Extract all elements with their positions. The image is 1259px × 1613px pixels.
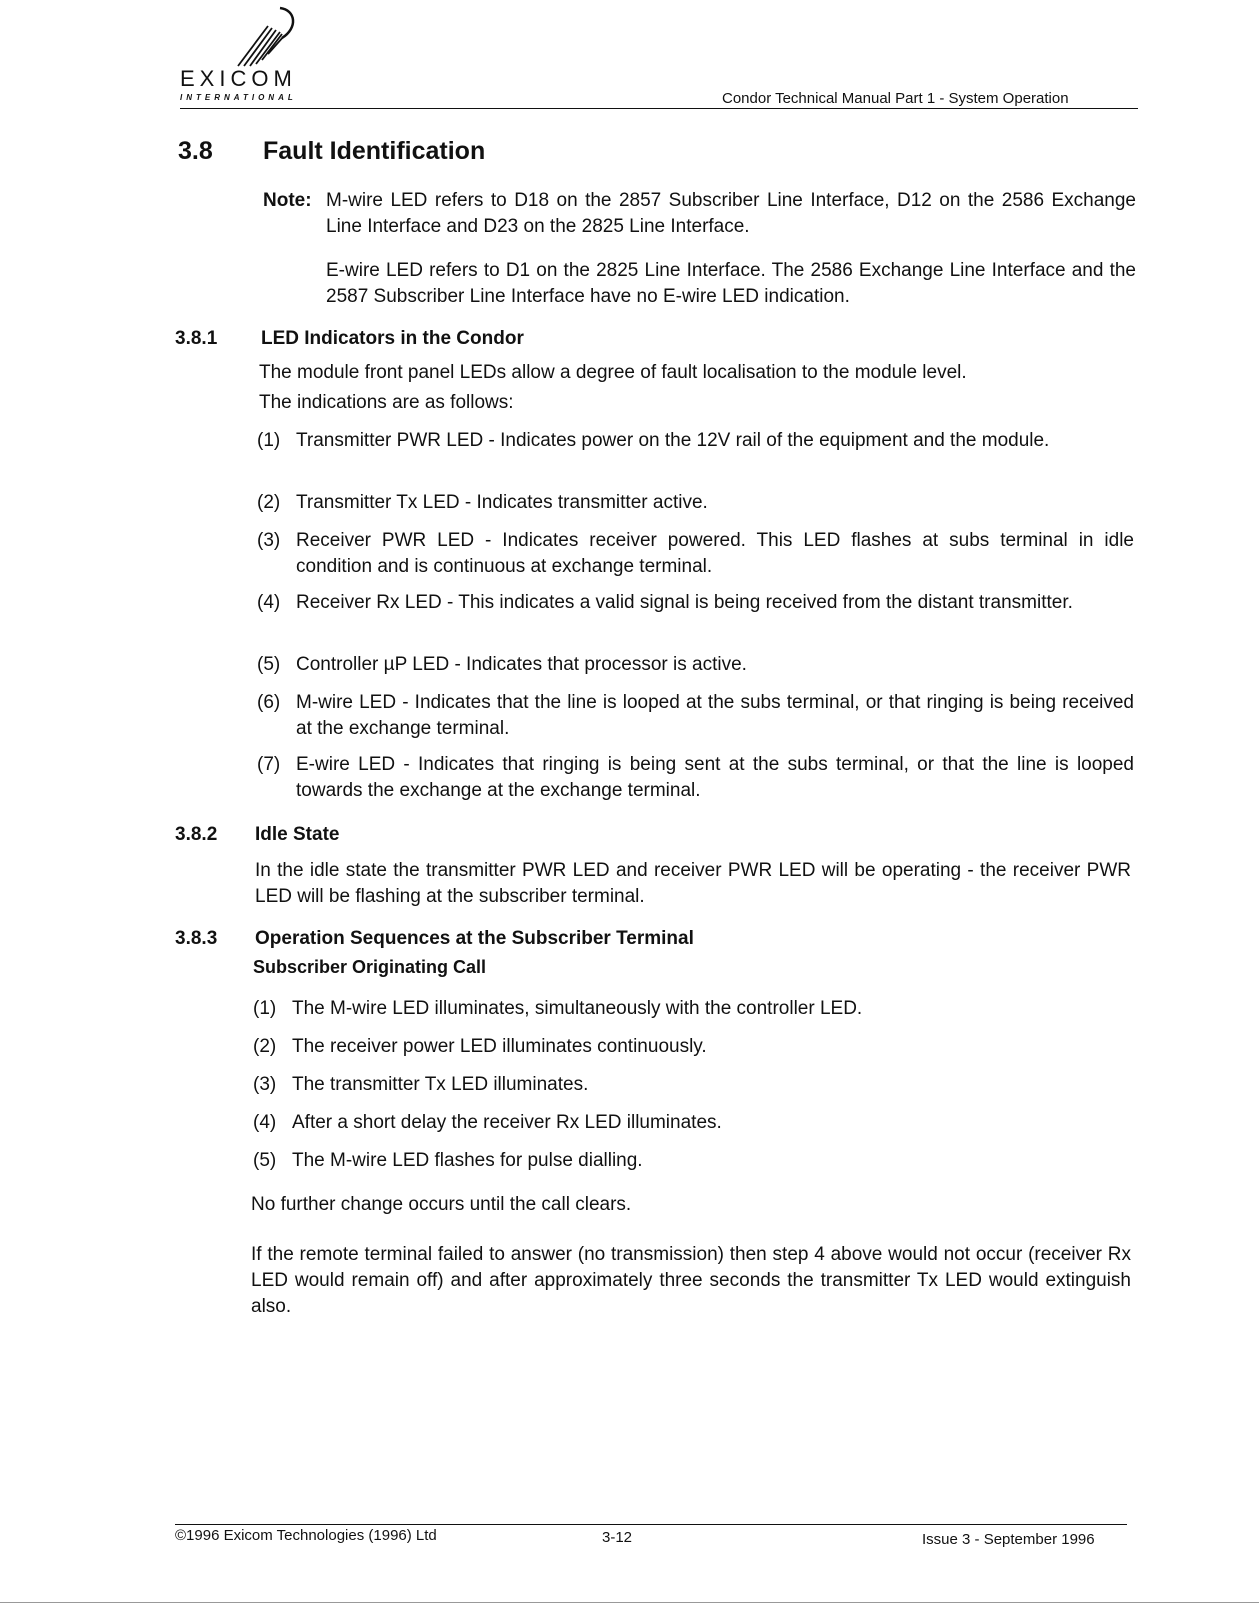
header-divider (180, 108, 1138, 109)
list-item-number: (1) (253, 998, 277, 1019)
list-item: After a short delay the receiver Rx LED illuminates. (292, 1112, 722, 1133)
page-number: 3-12 (602, 1529, 633, 1546)
list-item: Transmitter Tx LED - Indicates transmitter active. (296, 492, 708, 513)
list-item: The transmitter Tx LED illuminates. (292, 1074, 589, 1095)
note-paragraph-1: M-wire LED refers to D18 on the 2857 Subscriber Line Interface, D12 on the 2586 Exchange Line Interface and D23 on the 2825 Line Interface. (326, 190, 1136, 237)
logo-wordmark: EXICOM (180, 66, 297, 91)
paragraph-381-1: The module front panel LEDs allow a degree of fault localisation to the module level. (259, 362, 967, 383)
note-paragraph-2: E-wire LED refers to D1 on the 2825 Line Interface. The 2586 Exchange Line Interface and the 2587 Subscriber Line Interface have no E-wire LED indication. (326, 260, 1136, 307)
list-item: The M-wire LED flashes for pulse dialling. (292, 1150, 643, 1171)
section-number: 3.8 (178, 137, 213, 165)
exicom-logo (180, 4, 340, 100)
footer-divider (175, 1524, 1127, 1525)
paragraph-383-2: If the remote terminal failed to answer (no transmission) then step 4 above would not occur (receiver Rx LED would remain off) and after approximately three seconds the transmitter Tx LED would extinguish also. (251, 1244, 1131, 1317)
list-item: E-wire LED - Indicates that ringing is being sent at the subs terminal, or that the line is looped towards the exchange at the exchange terminal. (296, 754, 1134, 801)
subsection-title-382: Idle State (255, 824, 340, 845)
list-item: The receiver power LED illuminates continuously. (292, 1036, 707, 1057)
list-item-number: (5) (253, 1150, 277, 1171)
paragraph-381-2: The indications are as follows: (259, 392, 514, 413)
subsection-number-383: 3.8.3 (175, 928, 218, 949)
subsection-title-383: Operation Sequences at the Subscriber Terminal (255, 928, 694, 949)
list-item: Receiver PWR LED - Indicates receiver powered. This LED flashes at subs terminal in idle condition and is continuous at exchange terminal. (296, 530, 1134, 577)
list-item-number: (6) (257, 692, 281, 713)
subsection-number-382: 3.8.2 (175, 824, 218, 845)
page-edge-line (0, 1602, 1259, 1603)
footer-copyright: ©1996 Exicom Technologies (1996) Ltd (175, 1527, 437, 1544)
list-item-number: (5) (257, 654, 281, 675)
subsection-number-381: 3.8.1 (175, 328, 218, 349)
logo-subtitle: INTERNATIONAL (180, 93, 297, 102)
list-item: The M-wire LED illuminates, simultaneously with the controller LED. (292, 998, 863, 1019)
section-title: Fault Identification (263, 137, 486, 165)
list-item-number: (1) (257, 430, 281, 451)
list-item: Controller µP LED - Indicates that processor is active. (296, 654, 747, 675)
list-item: Receiver Rx LED - This indicates a valid signal is being received from the distant transmitter. (296, 592, 1073, 613)
paragraph-382-1: In the idle state the transmitter PWR LED and receiver PWR LED will be operating - the receiver PWR LED will be flashing at the subscriber terminal. (255, 860, 1131, 907)
list-item-number: (2) (253, 1036, 277, 1057)
paragraph-383-1: No further change occurs until the call clears. (251, 1194, 632, 1215)
list-item-number: (4) (253, 1112, 277, 1133)
footer-issue: Issue 3 - September 1996 (922, 1531, 1095, 1548)
list-item: M-wire LED - Indicates that the line is looped at the subs terminal, or that ringing is being received at the exchange terminal. (296, 692, 1134, 739)
note-label: Note: (263, 190, 312, 211)
list-item-number: (3) (257, 530, 281, 551)
list-item-number: (2) (257, 492, 281, 513)
list-item-number: (7) (257, 754, 281, 775)
subheading: Subscriber Originating Call (253, 957, 487, 977)
list-item-number: (4) (257, 592, 281, 613)
list-item: Transmitter PWR LED - Indicates power on the 12V rail of the equipment and the module. (296, 430, 1050, 451)
header-title: Condor Technical Manual Part 1 - System Operation (722, 90, 1069, 107)
list-item-number: (3) (253, 1074, 277, 1095)
subsection-title-381: LED Indicators in the Condor (261, 328, 524, 349)
